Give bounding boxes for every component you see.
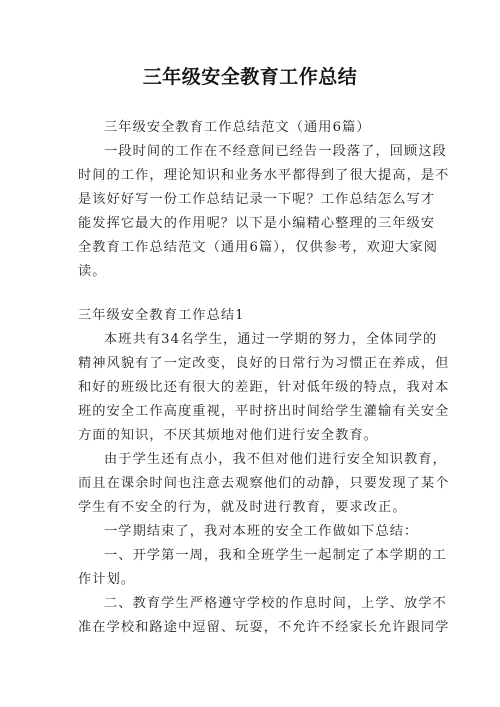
text-line: 二、教育学生严格遵守学校的作息时间，上学、放学不 — [104, 596, 447, 611]
text-line: 班的安全工作高度重视，平时挤出时间给学生灌输有关安全 — [78, 404, 450, 419]
text-line: 方面的知识，不厌其烦地对他们进行安全教育。 — [78, 428, 379, 443]
document-title: 三年级安全教育工作总结 — [142, 66, 358, 88]
text-line: 时间的工作，理论知识和业务水平都得到了很大提高，是不 — [78, 168, 450, 183]
text-line: 学生有不安全的行为，就及时进行教育，要求改正。 — [78, 500, 407, 515]
text-line: 是该好好写一份工作总结记录一下呢？工作总结怎么写才 — [78, 192, 436, 207]
text-line: 读。 — [78, 264, 107, 279]
text-line: 一段时间的工作在不经意间已经告一段落了，回顾这段 — [104, 144, 447, 159]
text-line: 全教育工作总结范文（通用6篇），仅供参考，欢迎大家阅 — [78, 240, 439, 255]
text-line: 一学期结束了，我对本班的安全工作做如下总结： — [104, 524, 419, 539]
section-heading: 三年级安全教育工作总结1 — [78, 308, 245, 323]
text-line: 和好的班级比还有很大的差距，针对低年级的特点，我对本 — [78, 380, 450, 395]
text-line: 精神风貌有了一定改变，良好的日常行为习惯正在养成，但 — [78, 356, 450, 371]
text-line: 一、开学第一周，我和全班学生一起制定了本学期的工 — [104, 548, 447, 563]
text-line: 而且在课余时间也注意去观察他们的动静，只要发现了某个 — [78, 476, 450, 491]
text-line: 准在学校和路途中逗留、玩耍，不允许不经家长允许跟同学 — [78, 620, 450, 635]
text-line: 作计划。 — [78, 572, 136, 587]
text-line: 本班共有34名学生，通过一学期的努力，全体同学的 — [104, 332, 438, 347]
text-line: 能发挥它最大的作用呢？以下是小编精心整理的三年级安 — [78, 216, 436, 231]
text-line: 由于学生还有点小，我不但对他们进行安全知识教育， — [104, 452, 447, 467]
subtitle-line: 三年级安全教育工作总结范文（通用6篇） — [104, 120, 371, 135]
